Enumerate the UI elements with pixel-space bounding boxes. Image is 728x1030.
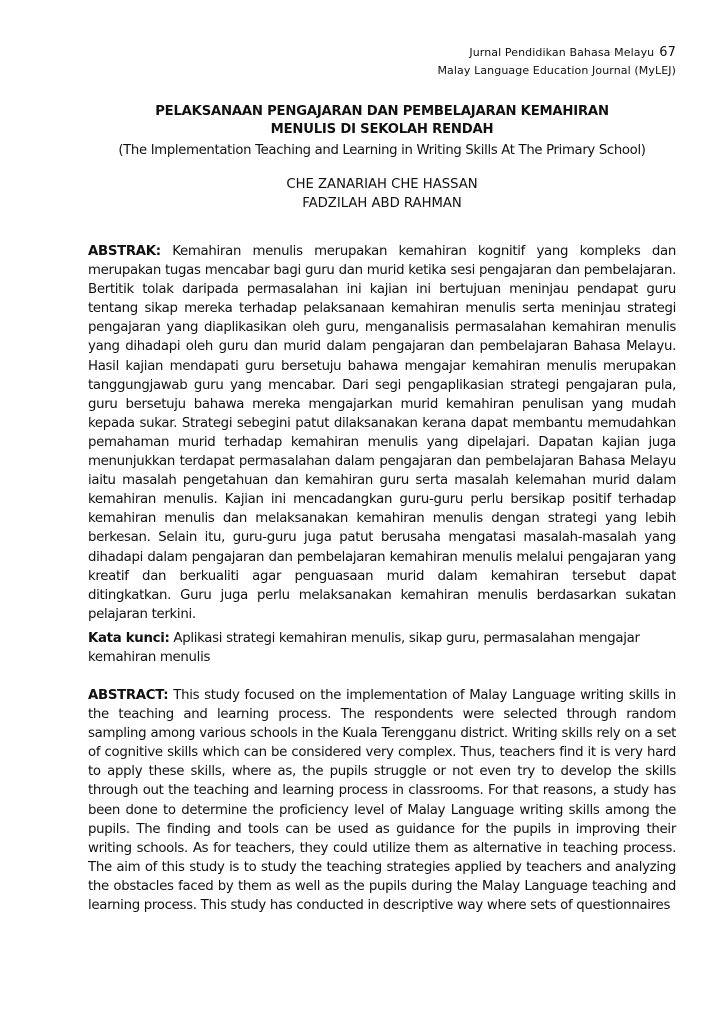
abstrak-label: ABSTRAK:: [88, 244, 161, 259]
journal-name-english: Malay Language Education Journal (MyLEJ): [437, 64, 676, 77]
article-title-line2: MENULIS DI SEKOLAH RENDAH: [270, 122, 494, 137]
page-number: 67: [659, 45, 676, 60]
keywords-text-continued: kemahiran menulis: [88, 650, 211, 666]
author-name: CHE ZANARIAH CHE HASSAN: [286, 177, 478, 192]
running-head-line1: [437, 44, 676, 62]
title-block: [88, 103, 676, 160]
journal-name-malay: Jurnal Pendidikan Bahasa Melayu: [469, 46, 655, 59]
abstract-label: ABSTRACT:: [88, 688, 169, 703]
keywords: [88, 629, 676, 667]
article-subtitle: (The Implementation Teaching and Learning in Writing Skills At The Primary School): [118, 143, 646, 158]
keywords-label: Kata kunci:: [88, 631, 170, 646]
article-title-line1: PELAKSANAAN PENGAJARAN DAN PEMBELAJARAN KEMAHIRAN: [155, 104, 609, 119]
author-list: [88, 175, 676, 213]
abstract-text: This study focused on the implementation of Malay Language writing skills in the teaching and learning process. The respondents were selected through random sampling among various schools in the Kuala Terengganu district. Writing skills rely on a set of cognitive skills which can be considered very complex. Thus, teachers find it is very hard to apply these skills, where as, the pupils struggle or not even try to develop the skills through out the teaching and learning process in classrooms. For that reasons, a study has been done to determine the proficiency level of Malay Language writing skills among the pupils. The finding and tools can be used as guidance for the pupils in improving their writing schools. As for teachers, they could utilize them as alternative in teaching process. The aim of this study is to study the teaching strategies applied by teachers and analyzing the obstacles faced by them as well as the pupils during the Malay Language teaching and learning process. This study has conducted in descriptive way where sets of questionnaires: [88, 688, 676, 914]
abstrak-text: Kemahiran menulis merupakan kemahiran kognitif yang kompleks dan merupakan tugas mencabar bagi guru dan murid ketika sesi pengajaran dan pembelajaran. Bertitik tolak daripada permasalahan ini kajian ini bertujuan meninjau pendapat guru tentang sikap mereka terhadap pelaksanaan kemahiran menulis serta meninjau strategi pengajaran yang diaplikasikan oleh guru, menganalisis permasalahan kemahiran menulis yang dihadapi oleh guru dan murid dalam pengajaran dan pembelajaran Bahasa Melayu. Hasil kajian mendapati guru bersetuju bahawa mengajar kemahiran menulis merupakan tanggungjawab guru yang mencabar. Dari segi pengaplikasian strategi pengajaran pula, guru bersetuju bahawa mereka mengajarkan murid kemahiran penulisan yang mudah kepada sukar. Strategi sebegini patut dilaksanakan kerana dapat membantu memudahkan pemahaman murid terhadap kemahiran menulis yang dipelajari. Dapatan kajian juga menunjukkan terdapat permasalahan dalam pengajaran dan pembelajaran Bahasa Melayu iaitu masalah pengetahuan dan kemahiran guru serta masalah kelemahan murid dalam kemahiran menulis. Kajian ini mencadangkan guru-guru perlu bersikap positif terhadap kemahiran menulis dan melaksanakan kemahiran menulis dengan strategi yang lebih berkesan. Selain itu, guru-guru juga patut berusaha mengatasi masalah-masalah yang dihadapi dalam pengajaran dan pembelajaran kemahiran menulis melalui pengajaran yang kreatif dan berkualiti agar penguasaan murid dalam kemahiran tersebut dapat ditingkatkan. Guru juga perlu melaksanakan kemahiran menulis berdasarkan sukatan pelajaran terkini.: [88, 244, 676, 622]
keywords-line1: [88, 629, 676, 648]
running-head: [437, 44, 676, 80]
abstract-paragraph: [88, 686, 676, 915]
keywords-text: Aplikasi strategi kemahiran menulis, sikap guru, permasalahan mengajar: [173, 631, 640, 646]
abstrak-paragraph: [88, 242, 676, 624]
author-name: FADZILAH ABD RAHMAN: [302, 196, 462, 211]
